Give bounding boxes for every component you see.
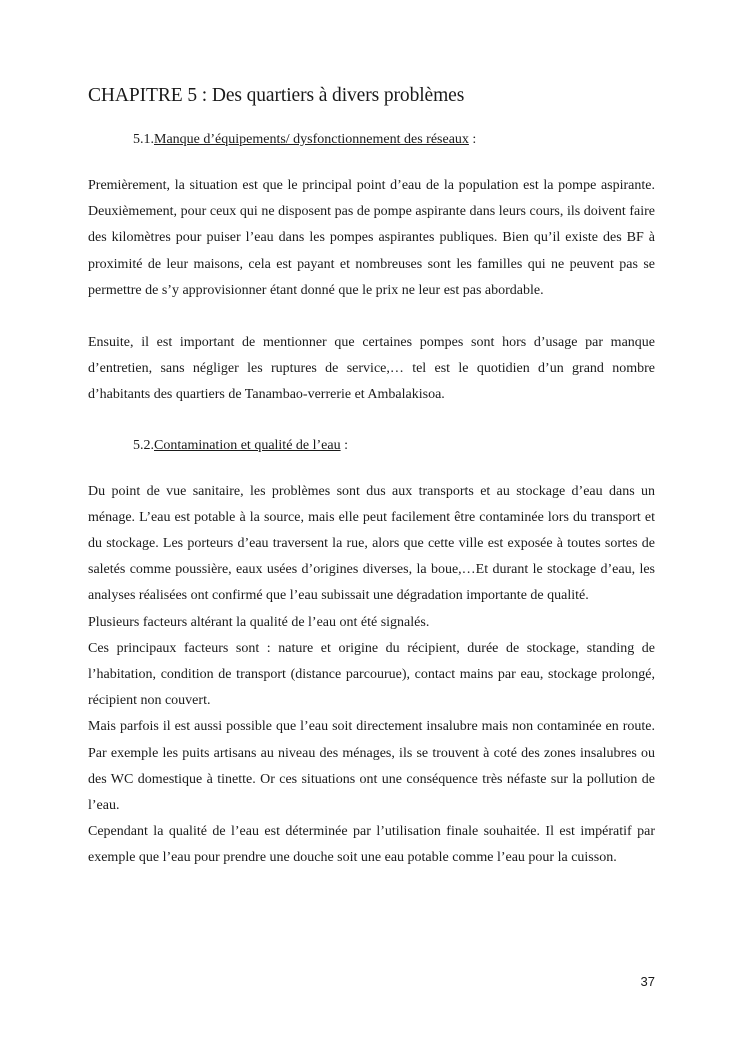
paragraph: Plusieurs facteurs altérant la qualité de l’eau ont été signalés. [88,614,430,630]
paragraph: Du point de vue sanitaire, les problèmes sont dus aux transports et au stockage d’eau dans un ménage. L’eau est potable à la source, mais elle peut facilement être contaminée lors du transport et du stockage. Les porteurs d’eau traversent la rue, alors que cette ville est exposée à toutes sortes de saletés comme poussière, eaux usées d’origines diverses, la boue,…Et durant le stockage d’eau, les analyses réalisées ont confirmé que l’eau subissait une dégradation importante de qualité. [88,483,655,604]
section-suffix: : [468,132,477,147]
section-1-body [88,173,655,409]
section-number: 5.1. [133,132,154,147]
paragraph: Cependant la qualité de l’eau est déterminée par l’utilisation finale souhaitée. Il est impératif par exemple que l’eau pour prendre une douche soit une eau potable comme l’eau pour la cuisson. [88,824,655,866]
document-page [88,84,655,872]
paragraph: Mais parfois il est aussi possible que l’eau soit directement insalubre mais non contaminée en route. Par exemple les puits artisans au niveau des ménages, ils se trouvent à coté des zones insalubres ou des WC domestique à tinette. Or ces situations ont une conséquence très néfaste sur la pollution de l’eau. [88,719,655,814]
section-suffix: : [340,437,348,453]
section-heading-5-2 [133,437,655,455]
paragraph: Ensuite, il est important de mentionner que certaines pompes sont hors d’usage par manque d’entretien, sans négliger les ruptures de service,… tel est le quotidien d’un grand nombre d’habitants des quartiers de Tanambao-verrerie et Ambalakisoa. [88,335,655,403]
page-number: 37 [640,974,655,989]
section-title: Contamination et qualité de l’eau [154,437,341,453]
chapter-title: CHAPITRE 5 : Des quartiers à divers problèmes [88,85,465,106]
paragraph: Ces principaux facteurs sont : nature et origine du récipient, durée de stockage, standing de l’habitation, condition de transport (distance parcourue), contact mains par eau, stockage prolongé, récipient non couvert. [88,640,655,709]
section-title: Manque d’équipements/ dysfonctionnement des réseaux [154,132,469,147]
section-number: 5.2. [133,437,154,453]
section-heading-5-1 [133,131,655,149]
paragraph: Premièrement, la situation est que le principal point d’eau de la population est la pompe aspirante. Deuxièmement, pour ceux qui ne disposent pas de pompe aspirante dans leurs cours, ils doivent faire des kilomètres pour puiser l’eau dans les pompes aspirantes publiques. Bien qu’il existe des BF à proximité de leur maisons, cela est payant et nombreuses sont les familles qui ne peuvent pas se permettre de s’y approvisionner étant donné que le prix ne leur est pas abordable. [88,178,655,298]
section-2-body [88,479,655,872]
